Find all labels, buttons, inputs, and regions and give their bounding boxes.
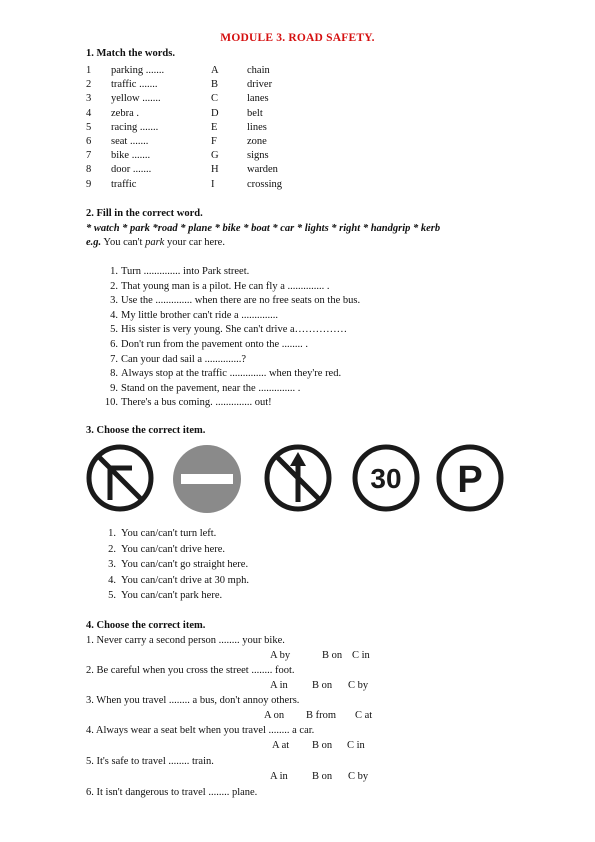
option-c: C in: [347, 740, 365, 751]
word-right: belt: [247, 107, 263, 119]
fill-in-item: [0, 396, 595, 410]
row-number: 2: [86, 79, 92, 91]
row-number: 8: [86, 164, 92, 176]
item-text: Turn .............. into Park street.: [121, 266, 250, 277]
no-left-turn-sign-icon: [86, 444, 154, 512]
item-text: Can your dad sail a ..............?: [121, 353, 247, 365]
option-c: C in: [352, 650, 370, 661]
word-right: signs: [247, 150, 269, 162]
match-row: [0, 149, 595, 163]
match-row: [0, 107, 595, 121]
word-left: bike .......: [111, 150, 151, 162]
word-left: door .......: [111, 164, 152, 176]
item-number: 3.: [108, 559, 116, 571]
item-number: 4.: [108, 574, 116, 586]
question-text: 6. It isn't dangerous to travel ........ plane.: [86, 787, 258, 798]
option-b: B from: [306, 710, 337, 721]
item-text: Stand on the pavement, near the .............. .: [121, 382, 301, 394]
item-text: You can/can't drive here.: [121, 543, 226, 555]
word-right: lines: [247, 121, 267, 133]
question-text: 3. When you travel ........ a bus, don't annoy others.: [86, 695, 300, 706]
match-row: [0, 92, 595, 106]
fill-in-item: [0, 353, 595, 367]
item-text: You can/can't go straight here.: [121, 559, 249, 571]
option-a: A at: [272, 740, 290, 751]
fill-in-item: [0, 309, 595, 323]
match-row: [0, 178, 595, 192]
match-letter: G: [211, 150, 219, 162]
item-text: You can/can't turn left.: [121, 528, 217, 539]
word-left: yellow .......: [111, 93, 161, 105]
option-b: B on: [312, 740, 333, 751]
option-a: A on: [264, 710, 285, 721]
word-left: parking .......: [111, 65, 165, 76]
speed-limit-label: 30: [370, 463, 402, 494]
match-letter: H: [211, 164, 219, 176]
word-right: crossing: [247, 178, 282, 190]
item-text: Use the .............. when there are no free seats on the bus.: [121, 295, 361, 307]
word-right: zone: [247, 136, 267, 147]
item-number: 4.: [110, 309, 118, 321]
match-letter: I: [211, 178, 215, 190]
item-number: 3.: [110, 295, 118, 307]
question-text: 5. It's safe to travel ........ train.: [86, 756, 214, 767]
item-number: 8.: [110, 368, 118, 380]
item-text: My little brother can't ride a ..............: [121, 309, 279, 321]
example-prefix: e.g.: [86, 237, 102, 248]
choice-item: [0, 589, 595, 603]
match-letter: D: [211, 107, 219, 119]
fill-in-item: [0, 323, 595, 337]
option-c: C at: [355, 710, 373, 721]
no-straight-ahead-sign-icon: [264, 444, 332, 512]
word-left: racing .......: [111, 121, 159, 133]
match-letter: F: [211, 136, 217, 147]
example-text-a: You can't: [101, 237, 146, 248]
item-text: Don't run from the pavement onto the ........ .: [121, 339, 309, 350]
question-text: 1. Never carry a second person ........ your bike.: [86, 635, 285, 646]
fill-in-item: [0, 280, 595, 294]
row-number: 9: [86, 178, 92, 190]
match-letter: B: [211, 79, 219, 91]
item-text: You can/can't park here.: [121, 590, 223, 602]
item-text: There's a bus coming. .............. out!: [121, 397, 272, 409]
word-right: chain: [247, 65, 270, 76]
item-text: You can/can't drive at 30 mph.: [121, 574, 249, 586]
example-answer: park: [145, 237, 165, 248]
fill-in-item: [0, 367, 595, 381]
option-b: B on: [312, 771, 333, 782]
example-text-b: your car here.: [164, 237, 225, 248]
item-number: 5.: [108, 590, 116, 602]
row-number: 7: [86, 150, 92, 162]
exercise-2-heading: 2. Fill in the correct word.: [86, 208, 203, 219]
item-number: 2.: [108, 543, 116, 555]
word-left: zebra .: [111, 107, 139, 119]
match-row: [0, 163, 595, 177]
item-text: Always stop at the traffic .............. when they're red.: [121, 368, 342, 380]
row-number: 4: [86, 107, 92, 119]
no-entry-sign-icon: [172, 444, 242, 514]
match-row: [0, 135, 595, 149]
choice-item: [0, 558, 595, 572]
item-number: 5.: [110, 324, 118, 336]
item-text: That young man is a pilot. He can fly a .............. .: [121, 280, 330, 292]
item-text: His sister is very young. She can't drive a……………: [121, 324, 348, 336]
row-number: 3: [86, 93, 92, 105]
row-number: 5: [86, 121, 92, 133]
choice-item: [0, 543, 595, 557]
option-a: A in: [270, 771, 288, 782]
word-left: seat .......: [111, 136, 149, 147]
question-text: 2. Be careful when you cross the street ........ foot.: [86, 665, 295, 676]
item-number: 10.: [104, 397, 118, 409]
question-text: 4. Always wear a seat belt when you travel ........ a car.: [86, 725, 315, 736]
fill-in-item: [0, 382, 595, 396]
word-right: warden: [247, 164, 278, 176]
exercise-3-heading: 3. Choose the correct item.: [86, 425, 206, 436]
match-row: [0, 64, 595, 78]
word-right: lanes: [247, 93, 269, 105]
item-number: 1.: [110, 266, 118, 277]
item-number: 9.: [110, 382, 118, 394]
item-number: 6.: [110, 339, 118, 350]
fill-in-item: [0, 338, 595, 352]
option-c: C by: [348, 680, 369, 691]
fill-in-item: [0, 294, 595, 308]
match-row: [0, 78, 595, 92]
parking-sign-icon: [436, 444, 504, 512]
parking-label: P: [457, 459, 483, 501]
match-letter: C: [211, 93, 219, 105]
option-b: B on: [312, 680, 333, 691]
row-number: 6: [86, 136, 92, 147]
word-right: driver: [247, 79, 273, 91]
match-row: [0, 121, 595, 135]
row-number: 1: [86, 65, 92, 76]
option-b: B on: [322, 650, 343, 661]
item-number: 7.: [110, 353, 118, 365]
exercise-1-heading: 1. Match the words.: [86, 48, 175, 59]
word-left: traffic: [111, 178, 137, 190]
match-letter: A: [211, 65, 219, 76]
speed-limit-sign-icon: [352, 444, 420, 512]
item-number: 1.: [108, 528, 116, 539]
option-a: A in: [270, 680, 288, 691]
example-sentence: [86, 237, 225, 248]
option-a: A by: [270, 650, 291, 661]
word-left: traffic .......: [111, 79, 158, 91]
choice-item: [0, 574, 595, 588]
exercise-4-heading: 4. Choose the correct item.: [86, 620, 206, 631]
option-c: C by: [348, 771, 369, 782]
choice-item: [0, 527, 595, 541]
match-letter: E: [211, 121, 218, 133]
page-title: MODULE 3. ROAD SAFETY.: [220, 32, 375, 44]
item-number: 2.: [110, 280, 118, 292]
fill-in-item: [0, 265, 595, 279]
word-bank: * watch * park *road * plane * bike * boat * car * lights * right * handgrip * kerb: [86, 223, 441, 234]
